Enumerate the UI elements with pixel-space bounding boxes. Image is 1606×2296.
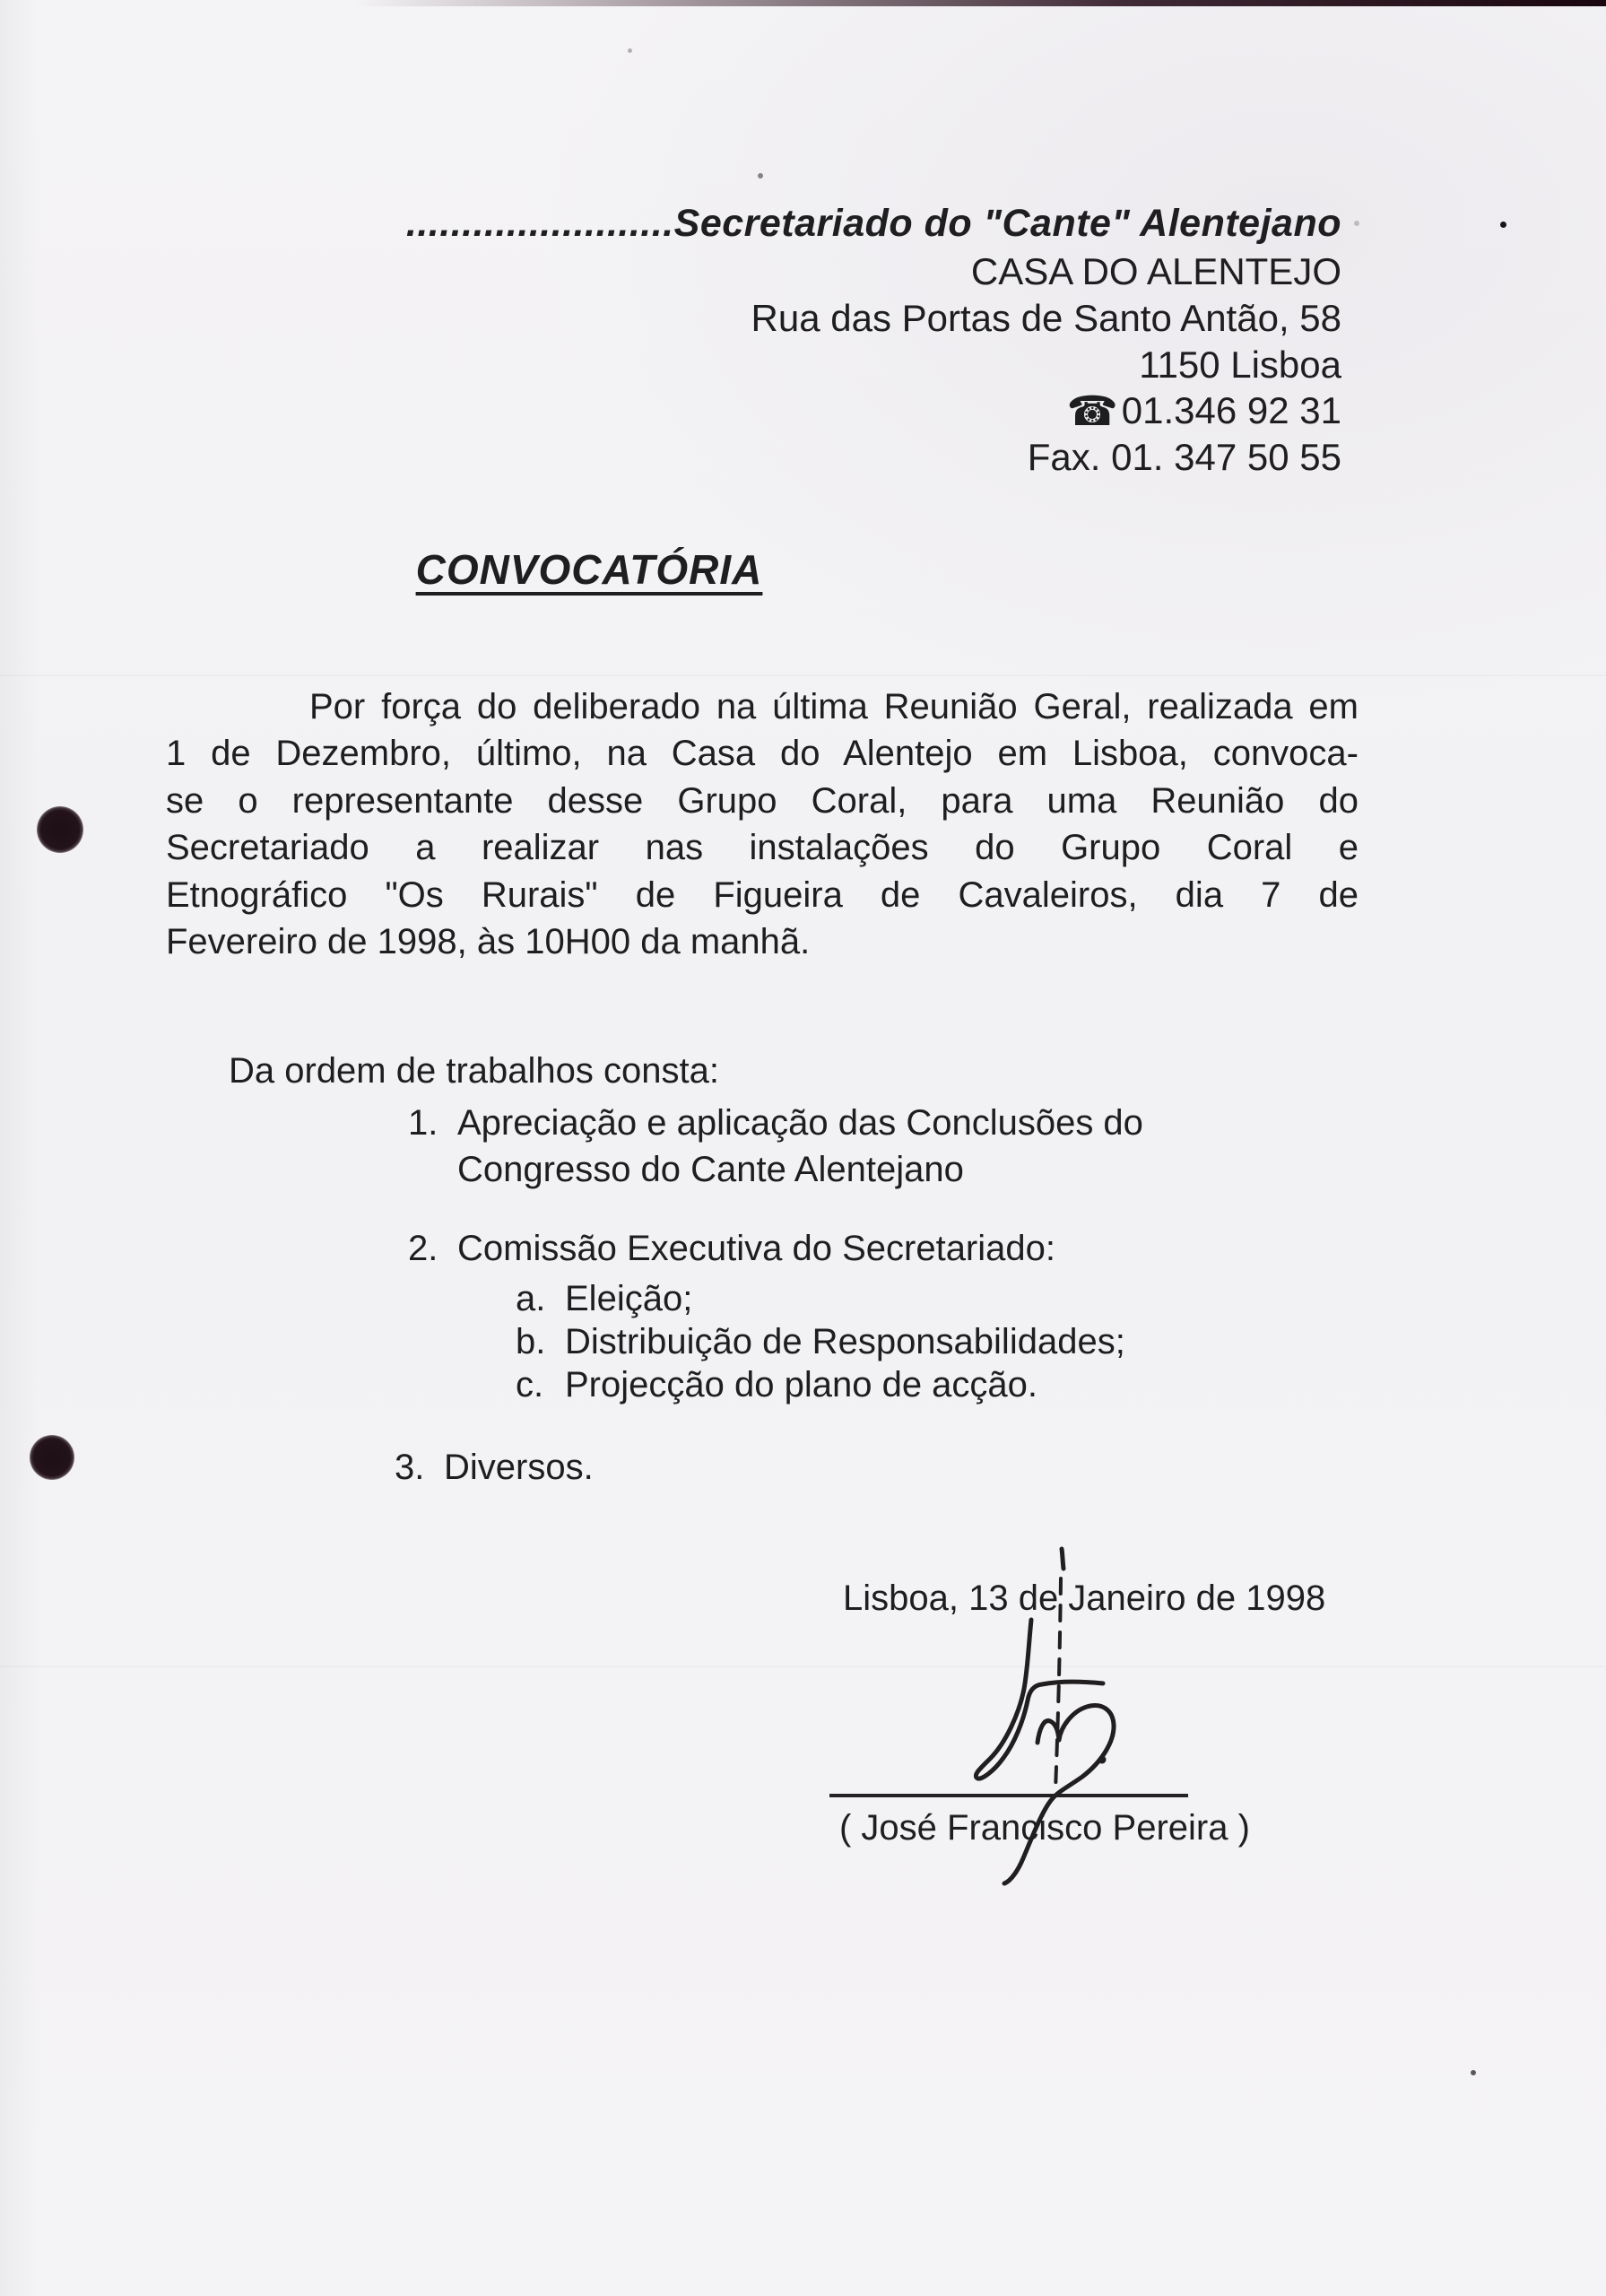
hole-punch [30, 1435, 74, 1480]
paragraph-line: Por força do deliberado na última Reunião Geral, realizada em [309, 687, 1359, 726]
letterhead-title-line [188, 203, 1341, 245]
agenda-item-number: 2. [408, 1229, 438, 1268]
agenda-item-1 [408, 1100, 1161, 1193]
body-paragraph [166, 683, 1359, 965]
agenda-subitem-a [516, 1277, 692, 1320]
agenda-item-line: Apreciação e aplicação das Conclusões do [457, 1103, 1143, 1143]
phone-icon: ☎ [1066, 387, 1118, 434]
letterhead-city: 1150 Lisboa [1139, 344, 1341, 386]
document-title-text: CONVOCATÓRIA [415, 546, 763, 593]
paragraph-line: Etnográfico "Os Rurais" de Figueira de Cavaleiros, dia 7 de [166, 874, 1359, 915]
agenda-item-text: Comissão Executiva do Secretariado: [457, 1229, 1055, 1268]
agenda-subitem-text: Projecção do plano de acção. [565, 1365, 1038, 1405]
paragraph-line: Fevereiro de 1998, às 10H00 da manhã. [166, 922, 811, 962]
agenda-subitem-letter: b. [516, 1322, 546, 1361]
paper-crease [0, 1665, 1606, 1667]
agenda-item-3 [395, 1444, 933, 1491]
letterhead-title: Secretariado do "Cante" Alentejano [673, 202, 1341, 245]
agenda-item-number: 1. [408, 1103, 438, 1143]
agenda-subitem-text: Eleição; [565, 1279, 693, 1318]
agenda-subitem-letter: a. [516, 1279, 546, 1318]
agenda-subitem-text: Distribuição de Responsabilidades; [565, 1322, 1125, 1361]
letterhead-address: Rua das Portas de Santo Antão, 58 [751, 297, 1341, 339]
agenda-item-number: 3. [395, 1448, 425, 1487]
paragraph-line: 1 de Dezembro, último, na Casa do Alentejo em Lisboa, convoca- [166, 734, 1359, 774]
letterhead-org: CASA DO ALENTEJO [970, 250, 1341, 292]
scan-speck [1500, 222, 1506, 228]
agenda-subitem-letter: c. [516, 1365, 544, 1405]
paragraph-line: se o representante desse Grupo Coral, para uma Reunião do [166, 780, 1359, 821]
document-title [0, 545, 1178, 594]
scan-speck [628, 48, 632, 53]
agenda-intro: Da ordem de trabalhos consta: [229, 1051, 719, 1091]
paragraph-line: Secretariado a realizar nas instalações do Grupo Coral e [166, 828, 1359, 868]
scan-speck [758, 173, 763, 178]
agenda-subitem-b [516, 1320, 1125, 1363]
phone-number: 01.346 92 31 [1121, 389, 1341, 431]
agenda-item-text: Diversos. [444, 1448, 594, 1487]
agenda-subitem-c [516, 1363, 1037, 1406]
letterhead-fax: Fax. 01. 347 50 55 [1027, 436, 1341, 478]
letterhead-phone-line [1066, 388, 1341, 434]
scan-speck [1354, 221, 1359, 226]
hole-punch [37, 806, 83, 853]
signer-name: ( José Francisco Pereira ) [839, 1808, 1250, 1848]
paper-crease [0, 674, 1606, 676]
agenda-item-2 [408, 1225, 1161, 1272]
handwritten-signature [843, 1525, 1152, 1910]
date-line: Lisboa, 13 de Janeiro de 1998 [843, 1578, 1326, 1618]
scan-edge-artifact [0, 0, 1606, 6]
scan-speck [1471, 2070, 1476, 2075]
signature-line [829, 1794, 1188, 1797]
leader-dots: ........................ [405, 202, 674, 245]
agenda-item-line: Congresso do Cante Alentejano [457, 1150, 964, 1189]
agenda-item-text [457, 1100, 1143, 1193]
